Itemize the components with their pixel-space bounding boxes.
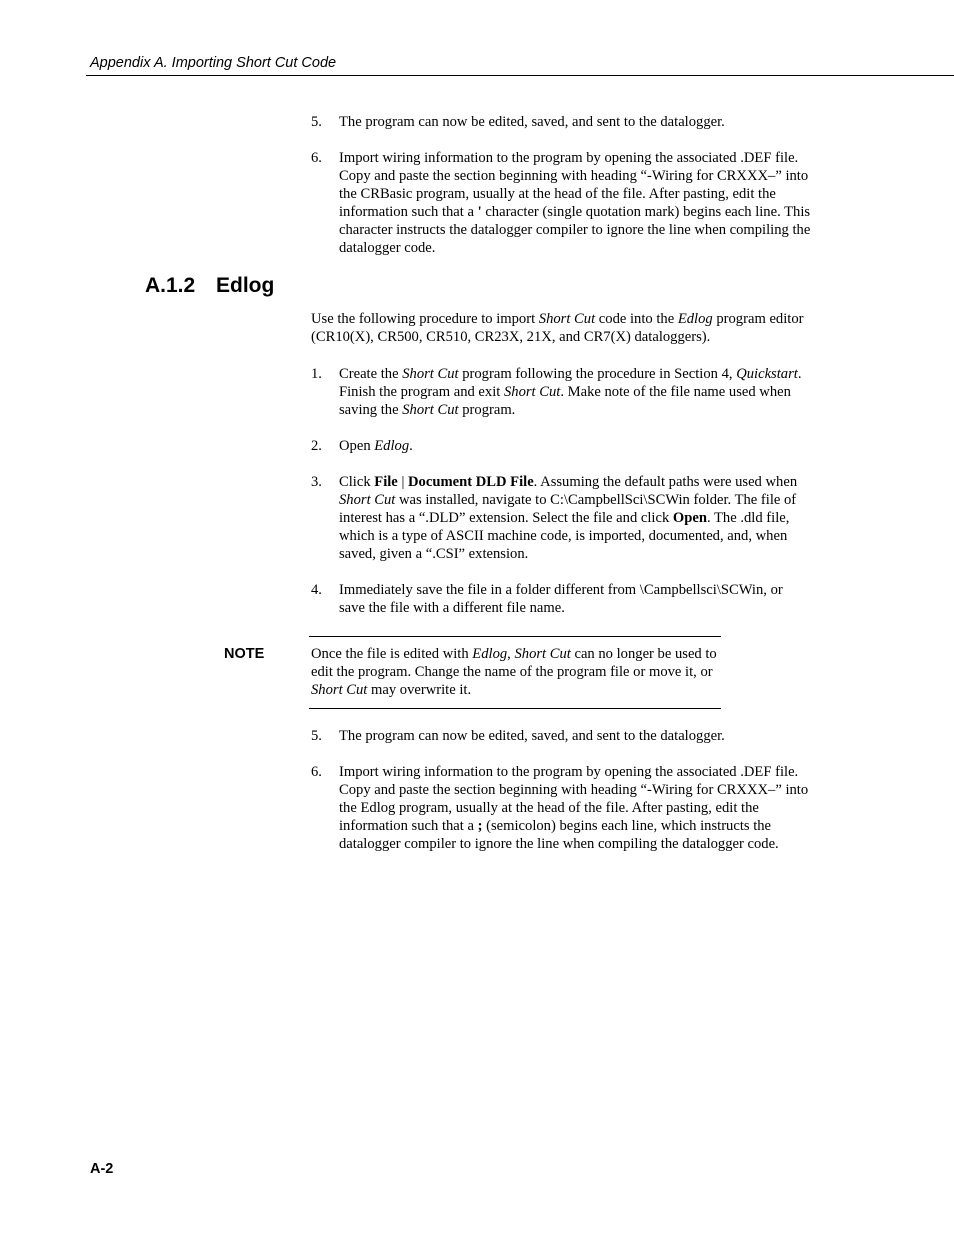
step-text: Import wiring information to the program by opening the associated .DEF file. Copy and paste the section beginning with heading “-Wiring for CRXXX–” into the Edlog program, usually at the head of the file. After pasting, edit the information such that a ; (semicolon) begins each line, which instructs the datalogger compiler to ignore the line when compiling the datalogger code. bbox=[339, 764, 809, 852]
step-text: Click File | Document DLD File. Assuming the default paths were used when Short Cut was installed, navigate to C:\CampbellSci\SCWin folder. The file of interest has a “.DLD” extension. Select the file and click Open. The .dld file, which is a type of ASCII machine code, is imported, documented, and, when saved, given a “.CSI” extension. bbox=[339, 474, 798, 562]
step-text: Immediately save the file in a folder different from \Campbellsci\SCWin, or save the file with a different file name. bbox=[339, 582, 783, 616]
step-text: Import wiring information to the program by opening the associated .DEF file. Copy and paste the section beginning with heading “-Wiring for CRXXX–” into the CRBasic program, usually at the head of the file. After pasting, edit the information such that a ' character (single quotation mark) begins each line. This character instructs the datalogger compiler to ignore the line when compiling the datalogger code. bbox=[339, 150, 811, 256]
note-label: NOTE bbox=[224, 646, 265, 662]
step-number: 3. bbox=[311, 474, 322, 490]
edlog-step-6 bbox=[311, 763, 811, 853]
edlog-step-5 bbox=[311, 727, 811, 745]
intro-paragraph: Use the following procedure to import Short Cut code into the Edlog program editor (CR10(X), CR500, CR510, CR23X, 21X, and CR7(X) dataloggers). bbox=[311, 311, 804, 345]
edlog-step-1 bbox=[311, 365, 811, 419]
step-number: 4. bbox=[311, 582, 322, 598]
edlog-step-3 bbox=[311, 473, 811, 563]
header-rule bbox=[86, 75, 954, 76]
running-header: Appendix A. Importing Short Cut Code bbox=[90, 55, 337, 71]
step-number: 5. bbox=[311, 114, 322, 130]
crbasic-step-6 bbox=[311, 149, 811, 257]
step-number: 1. bbox=[311, 366, 322, 382]
step-number: 2. bbox=[311, 438, 322, 454]
section-heading bbox=[145, 274, 274, 298]
step-text: Open Edlog. bbox=[339, 438, 413, 454]
crbasic-step-5 bbox=[311, 113, 811, 131]
note-text: Once the file is edited with Edlog, Short Cut can no longer be used to edit the program. Change the name of the program file or move it, or Short Cut may overwrite it. bbox=[311, 646, 717, 698]
section-number: A.1.2 bbox=[145, 274, 196, 297]
step-number: 6. bbox=[311, 764, 322, 780]
step-number: 5. bbox=[311, 728, 322, 744]
step-number: 6. bbox=[311, 150, 322, 166]
page-number: A-2 bbox=[90, 1161, 114, 1177]
step-text: Create the Short Cut program following the procedure in Section 4, Quickstart. Finish the program and exit Short Cut. Make note of the file name used when saving the Short Cut program. bbox=[339, 366, 802, 418]
edlog-step-2 bbox=[311, 437, 811, 455]
step-text: The program can now be edited, saved, and sent to the datalogger. bbox=[339, 728, 725, 744]
edlog-step-4 bbox=[311, 581, 811, 617]
step-text: The program can now be edited, saved, and sent to the datalogger. bbox=[339, 114, 725, 130]
section-title: Edlog bbox=[216, 274, 275, 297]
